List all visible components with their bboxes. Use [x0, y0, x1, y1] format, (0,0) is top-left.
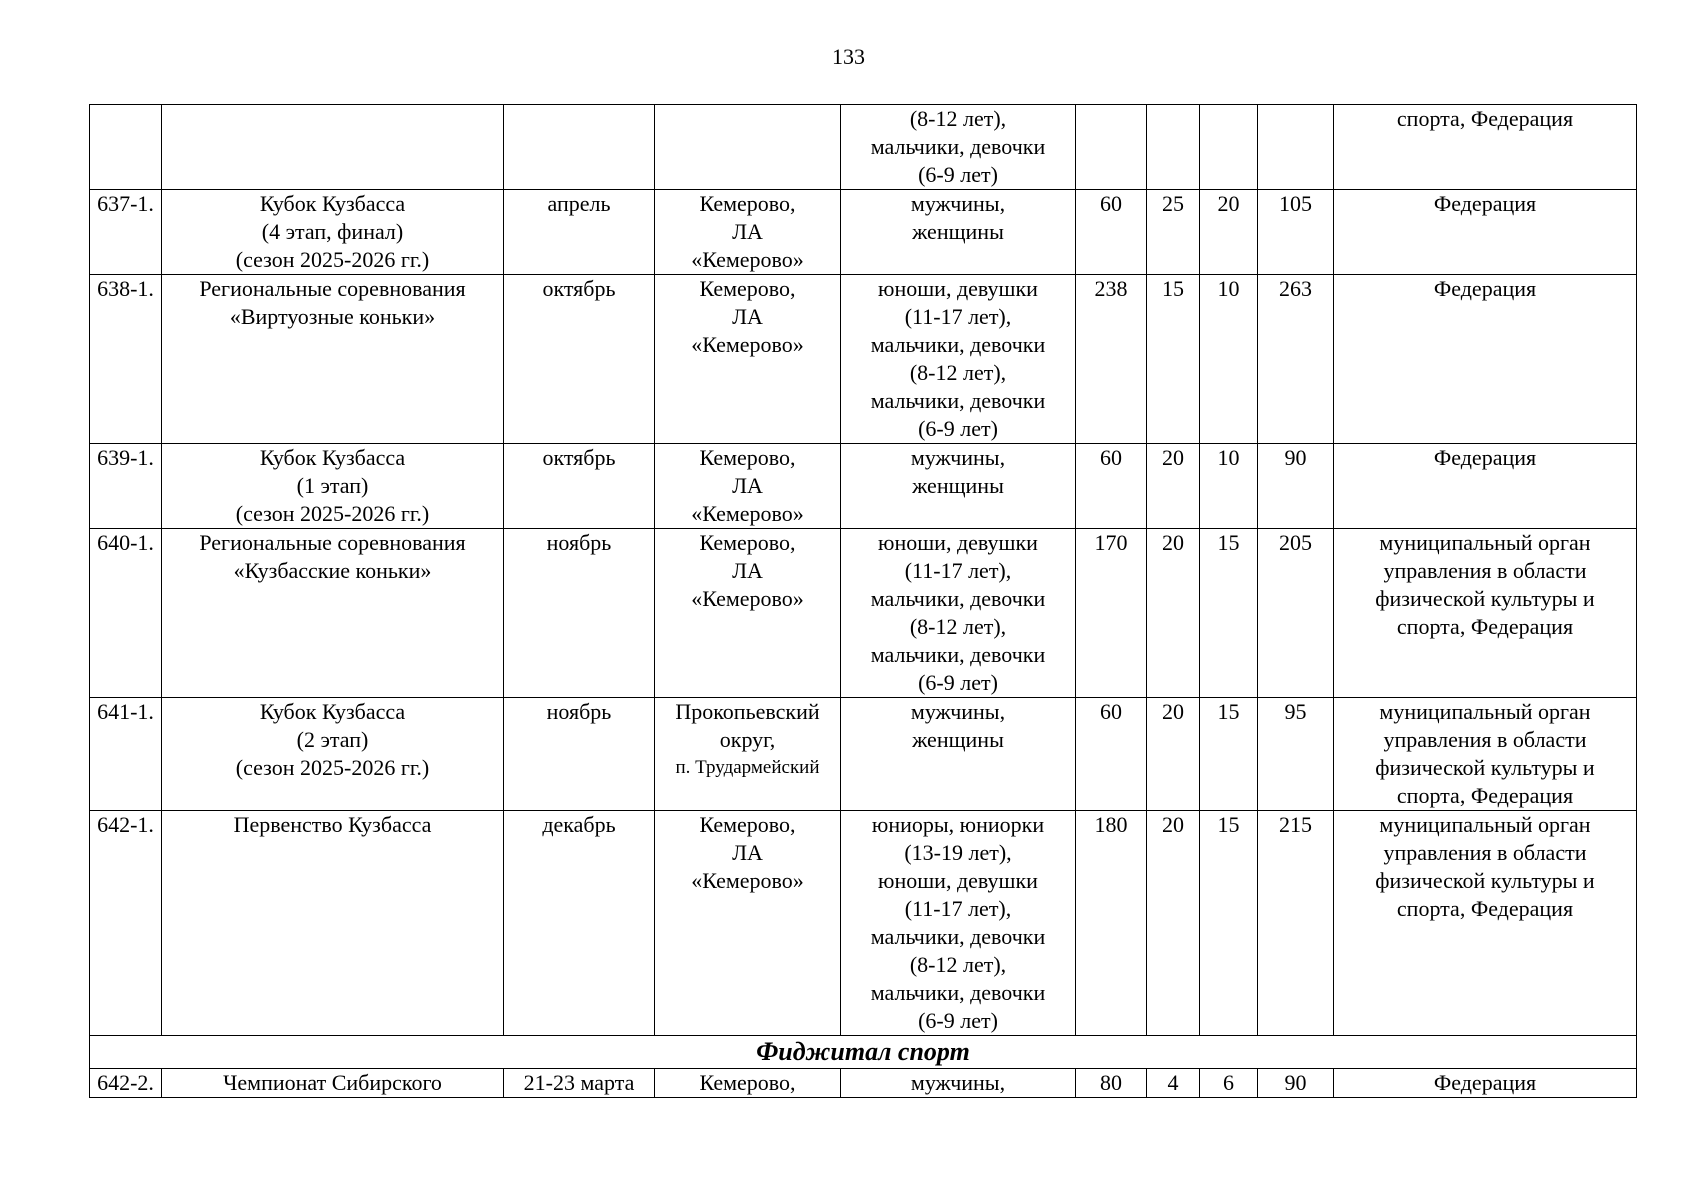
event-name-line: Региональные соревнования: [199, 530, 466, 555]
count-coaches: 20: [1147, 529, 1200, 698]
event-number: 641-1.: [90, 698, 162, 811]
participants-line: мальчики, девочки: [870, 388, 1046, 413]
organizer-line: физической культуры и: [1375, 868, 1595, 893]
count-coaches: 25: [1147, 190, 1200, 275]
participants-line: мальчики, девочки: [870, 332, 1046, 357]
event-date: октябрь: [504, 275, 655, 444]
table-row: [90, 1069, 1637, 1098]
event-number: 640-1.: [90, 529, 162, 698]
table-row: [90, 529, 1637, 698]
table-row: [90, 190, 1637, 275]
event-place-line: ЛА: [732, 219, 763, 244]
count-judges: 20: [1200, 190, 1258, 275]
participants-line: (6-9 лет): [918, 1008, 998, 1033]
organizer-line: спорта, Федерация: [1396, 614, 1574, 639]
event-participants: [841, 444, 1076, 529]
event-organizer: [1334, 275, 1637, 444]
count-judges: 15: [1200, 698, 1258, 811]
participants-line: (8-12 лет),: [909, 952, 1007, 977]
event-name-line: Региональные соревнования: [199, 276, 466, 301]
participants-line: женщины: [912, 727, 1004, 752]
organizer-line: физической культуры и: [1375, 755, 1595, 780]
event-name: Чемпионат Сибирского: [162, 1069, 504, 1098]
participants-line: юноши, девушки: [878, 868, 1038, 893]
count-coaches: 15: [1147, 275, 1200, 444]
participants-line: (13-19 лет),: [904, 840, 1012, 865]
participants-line: (8-12 лет),: [909, 614, 1007, 639]
organizer-line: спорта, Федерация: [1396, 783, 1574, 808]
count-total: 90: [1258, 1069, 1334, 1098]
table-body: [90, 105, 1637, 1098]
event-place-line: округ,: [719, 727, 776, 752]
event-organizer: [1334, 811, 1637, 1036]
event-organizer: Федерация: [1334, 1069, 1637, 1098]
event-organizer: [1334, 698, 1637, 811]
event-place-line: «Кемерово»: [691, 868, 804, 893]
section-header-row: [90, 1036, 1637, 1069]
count-athletes: 60: [1076, 444, 1147, 529]
event-name-line: (2 этап): [296, 727, 369, 752]
event-place-line: ЛА: [732, 840, 763, 865]
count-athletes: 80: [1076, 1069, 1147, 1098]
event-organizer: [1334, 444, 1637, 529]
schedule-table: [89, 104, 1637, 1098]
count-judges: 15: [1200, 529, 1258, 698]
organizer-line: Федерация: [1433, 445, 1537, 470]
event-place-line: «Кемерово»: [691, 501, 804, 526]
participants-line: (8-12 лет),: [909, 360, 1007, 385]
event-number: 642-2.: [90, 1069, 162, 1098]
organizer-line: муниципальный орган: [1379, 530, 1591, 555]
event-organizer: [1334, 529, 1637, 698]
event-name: [162, 190, 504, 275]
event-name: [162, 529, 504, 698]
event-name: [162, 105, 504, 190]
event-name-line: «Виртуозные коньки»: [229, 304, 436, 329]
organizer-line: спорта, Федерация: [1396, 106, 1574, 131]
event-participants: [841, 698, 1076, 811]
event-number: 639-1.: [90, 444, 162, 529]
event-number: 638-1.: [90, 275, 162, 444]
event-place-line: «Кемерово»: [691, 586, 804, 611]
event-place-line: Прокопьевский: [675, 699, 820, 724]
count-athletes: 170: [1076, 529, 1147, 698]
count-judges: 15: [1200, 811, 1258, 1036]
participants-line: (6-9 лет): [918, 670, 998, 695]
event-name: [162, 811, 504, 1036]
count-coaches: 20: [1147, 444, 1200, 529]
event-place: [655, 444, 841, 529]
event-name-line: «Кузбасские коньки»: [233, 558, 432, 583]
organizer-line: Федерация: [1433, 191, 1537, 216]
event-organizer: [1334, 105, 1637, 190]
organizer-line: управления в области: [1383, 727, 1587, 752]
event-participants: [841, 529, 1076, 698]
event-date: [504, 105, 655, 190]
event-date: декабрь: [504, 811, 655, 1036]
participants-line: юноши, девушки: [878, 276, 1038, 301]
event-name-line: (сезон 2025-2026 гг.): [235, 755, 430, 780]
participants-line: мужчины,: [910, 699, 1006, 724]
participants-line: юноши, девушки: [878, 530, 1038, 555]
count-coaches: 20: [1147, 698, 1200, 811]
event-name: [162, 275, 504, 444]
count-total: 95: [1258, 698, 1334, 811]
count-coaches: 20: [1147, 811, 1200, 1036]
event-date: 21-23 марта: [504, 1069, 655, 1098]
participants-line: мальчики, девочки: [870, 924, 1046, 949]
event-date: апрель: [504, 190, 655, 275]
event-participants: [841, 190, 1076, 275]
event-number: [90, 105, 162, 190]
event-date: ноябрь: [504, 529, 655, 698]
event-place-line: Кемерово,: [699, 530, 796, 555]
event-name-line: Кубок Кузбасса: [259, 699, 406, 724]
participants-line: мальчики, девочки: [870, 642, 1046, 667]
page-number: 133: [832, 44, 865, 69]
participants-line: (11-17 лет),: [904, 896, 1012, 921]
event-name-line: (1 этап): [296, 473, 369, 498]
event-number: 637-1.: [90, 190, 162, 275]
count-judges: 6: [1200, 1069, 1258, 1098]
event-number: 642-1.: [90, 811, 162, 1036]
event-name: [162, 444, 504, 529]
count-judges: 10: [1200, 444, 1258, 529]
event-date: октябрь: [504, 444, 655, 529]
table-row: [90, 105, 1637, 190]
table-row: [90, 811, 1637, 1036]
organizer-line: управления в области: [1383, 558, 1587, 583]
event-name-line: (4 этап, финал): [261, 219, 404, 244]
count-athletes: 180: [1076, 811, 1147, 1036]
organizer-line: муниципальный орган: [1379, 699, 1591, 724]
participants-line: (11-17 лет),: [904, 304, 1012, 329]
count-total: 205: [1258, 529, 1334, 698]
count-total: 105: [1258, 190, 1334, 275]
count-coaches: 4: [1147, 1069, 1200, 1098]
event-place: [655, 529, 841, 698]
event-name-line: Кубок Кузбасса: [259, 445, 406, 470]
participants-line: (8-12 лет),: [909, 106, 1007, 131]
participants-line: мужчины,: [910, 445, 1006, 470]
event-participants: [841, 811, 1076, 1036]
event-name: [162, 698, 504, 811]
event-place: [655, 275, 841, 444]
organizer-line: физической культуры и: [1375, 586, 1595, 611]
event-name-line: Первенство Кузбасса: [233, 812, 432, 837]
participants-line: юниоры, юниорки: [871, 812, 1045, 837]
event-place-line: п. Трудармейский: [675, 757, 820, 778]
participants-line: (11-17 лет),: [904, 558, 1012, 583]
count-judges: [1200, 105, 1258, 190]
participants-line: мальчики, девочки: [870, 980, 1046, 1005]
event-place: [655, 811, 841, 1036]
count-judges: 10: [1200, 275, 1258, 444]
event-name-line: (сезон 2025-2026 гг.): [235, 501, 430, 526]
event-place-line: Кемерово,: [699, 276, 796, 301]
count-athletes: 60: [1076, 190, 1147, 275]
event-name-line: Кубок Кузбасса: [259, 191, 406, 216]
event-place-line: Кемерово,: [699, 445, 796, 470]
event-participants: [841, 275, 1076, 444]
organizer-line: муниципальный орган: [1379, 812, 1591, 837]
participants-line: мальчики, девочки: [870, 134, 1046, 159]
participants-line: мальчики, девочки: [870, 586, 1046, 611]
event-place: [655, 105, 841, 190]
count-coaches: [1147, 105, 1200, 190]
count-total: 263: [1258, 275, 1334, 444]
count-total: 90: [1258, 444, 1334, 529]
count-athletes: 60: [1076, 698, 1147, 811]
count-athletes: [1076, 105, 1147, 190]
participants-line: женщины: [912, 473, 1004, 498]
event-place: [655, 190, 841, 275]
event-place-line: Кемерово,: [699, 191, 796, 216]
count-athletes: 238: [1076, 275, 1147, 444]
table-row: [90, 698, 1637, 811]
participants-line: (6-9 лет): [918, 416, 998, 441]
organizer-line: спорта, Федерация: [1396, 896, 1574, 921]
event-place-line: «Кемерово»: [691, 332, 804, 357]
participants-line: женщины: [912, 219, 1004, 244]
event-participants: мужчины,: [841, 1069, 1076, 1098]
event-place-line: ЛА: [732, 558, 763, 583]
table-row: [90, 275, 1637, 444]
table-row: [90, 444, 1637, 529]
participants-line: (6-9 лет): [918, 162, 998, 187]
organizer-line: управления в области: [1383, 840, 1587, 865]
event-place-line: Кемерово,: [699, 812, 796, 837]
event-place: [655, 698, 841, 811]
event-place-line: ЛА: [732, 304, 763, 329]
event-name-line: (сезон 2025-2026 гг.): [235, 247, 430, 272]
event-participants: [841, 105, 1076, 190]
event-place: Кемерово,: [655, 1069, 841, 1098]
count-total: 215: [1258, 811, 1334, 1036]
participants-line: мужчины,: [910, 191, 1006, 216]
event-place-line: ЛА: [732, 473, 763, 498]
organizer-line: Федерация: [1433, 276, 1537, 301]
event-date: ноябрь: [504, 698, 655, 811]
section-title: Фиджитал спорт: [90, 1036, 1637, 1069]
event-place-line: «Кемерово»: [691, 247, 804, 272]
event-organizer: [1334, 190, 1637, 275]
count-total: [1258, 105, 1334, 190]
